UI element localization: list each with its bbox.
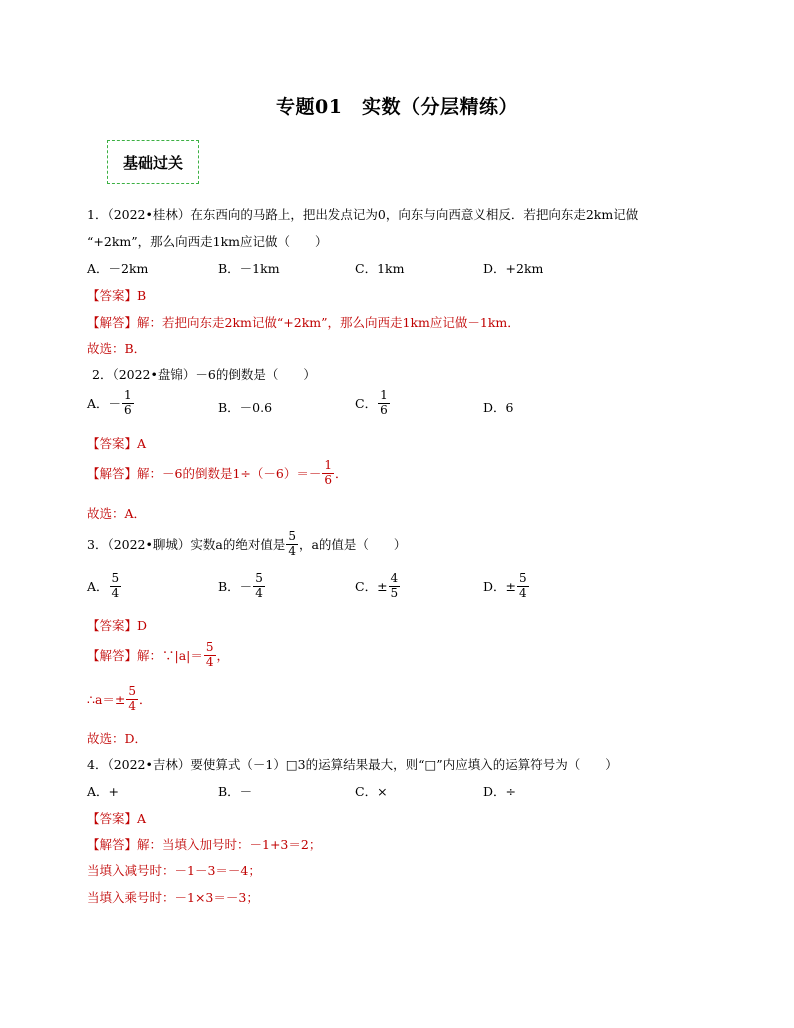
q3-therefore-den: 4 — [128, 698, 137, 713]
q3-solution-suffix: ， — [216, 648, 230, 664]
q3-solution-den: 4 — [205, 654, 214, 669]
q4-option-c: C．× — [355, 784, 388, 799]
q3-option-d-prefix: D．± — [483, 579, 516, 595]
q2-solution-fraction — [322, 459, 334, 488]
q3-option-d-den: 4 — [519, 585, 527, 600]
q2-stem: 2．（2022•盘锦）－6的倒数是（ ） — [92, 367, 316, 382]
q3-stem-prefix: 3．（2022•聊城）实数a的绝对值是 — [87, 537, 286, 553]
q2-option-c-fraction — [378, 389, 390, 418]
q2-option-c-den: 6 — [380, 402, 388, 417]
q3-option-c-prefix: C．± — [355, 579, 388, 595]
q3-stem-num: 5 — [288, 529, 296, 543]
q4-step-2: 当填入减号时：－1－3＝－4； — [87, 863, 261, 878]
q2-answer: 【答案】A — [87, 436, 147, 451]
q2-option-a-prefix: A． — [87, 396, 109, 412]
q3-option-a — [87, 572, 122, 601]
q3-therefore-suffix: ． — [139, 692, 152, 708]
q4-option-d: D．÷ — [483, 784, 516, 799]
q2-option-a — [87, 389, 135, 418]
q3-solution-fraction — [204, 641, 216, 670]
q1-option-c: C．1km — [355, 261, 405, 276]
q3-option-d-num: 5 — [519, 571, 527, 585]
q3-option-b — [218, 572, 266, 601]
q2-option-d: D．6 — [483, 400, 514, 415]
q2-choose: 故选：A． — [87, 506, 147, 521]
page-title: 专题01 实数（分层精练） — [276, 96, 518, 118]
q4-solution: 【解答】解：当填入加号时：－1+3＝2； — [87, 837, 322, 852]
q2-solution — [87, 459, 348, 488]
q1-option-a: A．－2km — [87, 261, 149, 276]
q3-solution-num: 5 — [205, 640, 214, 654]
q1-answer: 【答案】B — [87, 288, 147, 303]
q3-solution-prefix: 【解答】解：∵|a|＝ — [87, 648, 203, 664]
q3-option-c — [355, 572, 401, 601]
q3-stem — [87, 530, 406, 559]
q2-option-a-fraction — [122, 389, 134, 418]
q3-option-d-fraction — [517, 572, 529, 601]
section-badge: 基础过关 — [107, 140, 199, 184]
q3-option-a-den: 4 — [111, 585, 120, 600]
q4-option-a: A．+ — [87, 784, 120, 799]
q2-option-c-prefix: C． — [355, 396, 378, 412]
q2-solution-suffix: ． — [334, 466, 348, 482]
q1-stem-line2: “+2km”，那么向西走1km应记做（ ） — [87, 234, 328, 249]
q3-answer: 【答案】D — [87, 618, 148, 633]
q3-therefore-num: 5 — [128, 684, 137, 698]
q4-stem: 4．（2022•吉林）要使算式（－1）□3的运算结果最大，则“□”内应填入的运算符号为（ ） — [87, 757, 618, 772]
q4-option-b: B．－ — [218, 784, 253, 799]
q2-option-a-num: 1 — [124, 388, 132, 402]
q4-step-3: 当填入乘号时：－1×3＝－3； — [87, 890, 259, 905]
q3-stem-den: 4 — [288, 543, 296, 558]
q3-stem-suffix: ，a的值是（ ） — [298, 537, 407, 553]
q2-option-b: B．－0.6 — [218, 400, 273, 415]
q3-stem-fraction — [286, 530, 298, 559]
q3-option-b-den: 4 — [255, 585, 263, 600]
q3-therefore-fraction — [126, 685, 138, 714]
q3-option-c-num: 4 — [390, 571, 399, 585]
q3-option-c-den: 5 — [390, 585, 399, 600]
q2-option-c-num: 1 — [380, 388, 388, 402]
q3-option-b-fraction — [253, 572, 265, 601]
q3-option-b-num: 5 — [255, 571, 263, 585]
q1-option-b: B．－1km — [218, 261, 280, 276]
q2-option-a-den: 6 — [124, 402, 132, 417]
q2-option-c — [355, 389, 391, 418]
q3-option-c-fraction — [389, 572, 401, 601]
q2-solution-num: 1 — [324, 458, 332, 472]
q2-solution-prefix: 【解答】解：－6的倒数是1÷（－6）＝－ — [87, 466, 322, 482]
q3-option-a-num: 5 — [111, 571, 120, 585]
q3-solution — [87, 641, 229, 670]
q3-therefore-prefix: ∴a＝± — [87, 692, 126, 708]
q1-stem-line1: 1．（2022•桂林）在东西向的马路上，把出发点记为0，向东与向西意义相反．若把向东走2km记做 — [87, 207, 639, 222]
q2-option-a-sign: － — [108, 396, 122, 412]
q3-option-a-fraction — [110, 572, 122, 601]
q1-solution: 【解答】解：若把向东走2km记做“+2km”，那么向西走1km应记做－1km． — [87, 315, 520, 330]
q4-answer: 【答案】A — [87, 811, 147, 826]
q3-option-d — [483, 572, 530, 601]
q3-choose: 故选：D． — [87, 731, 148, 746]
q3-option-a-prefix: A． — [87, 579, 109, 595]
q1-option-d: D．+2km — [483, 261, 544, 276]
q1-choose: 故选：B． — [87, 341, 147, 356]
q2-solution-den: 6 — [324, 472, 332, 487]
q3-option-b-prefix: B．－ — [218, 579, 253, 595]
q3-therefore — [87, 685, 152, 714]
